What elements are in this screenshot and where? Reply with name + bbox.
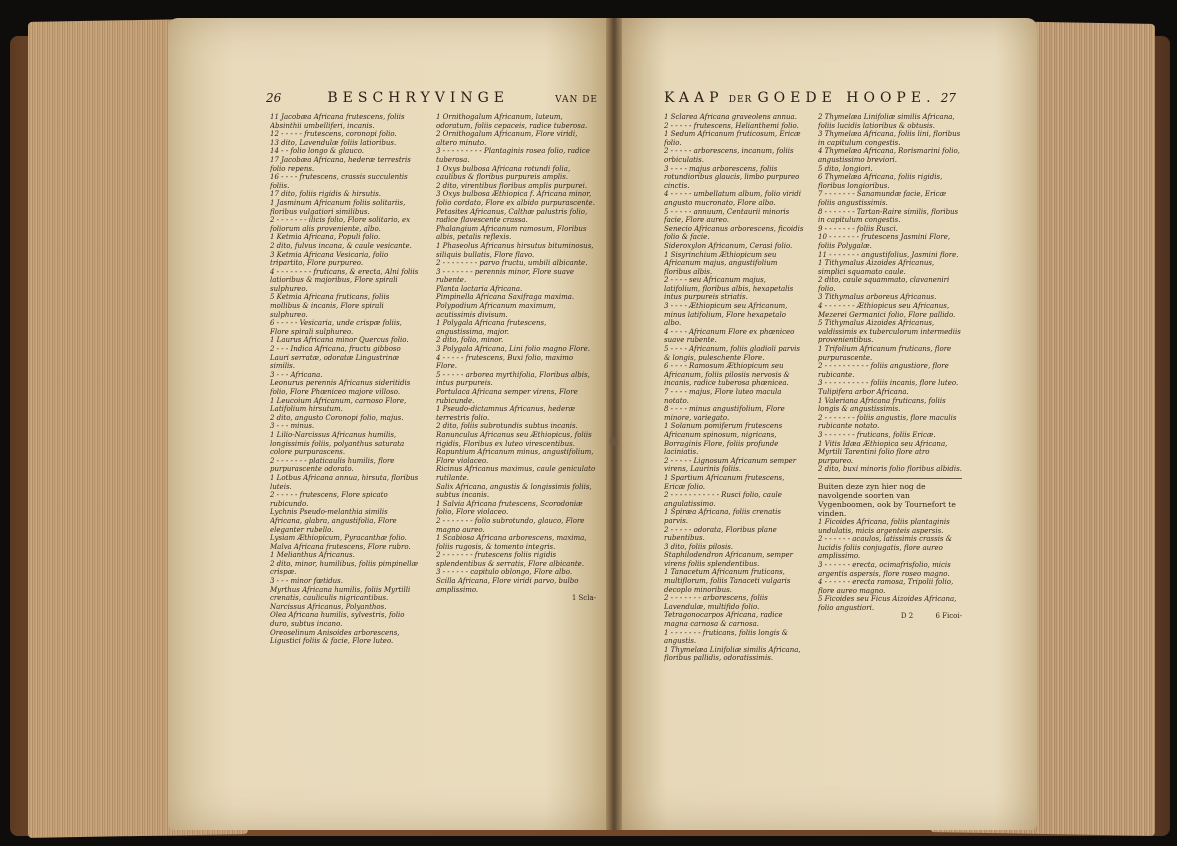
entry-line: 6 - - - - - Vesicaria, unde crispæ foliis, Flore spirali sulphureo.: [270, 319, 402, 336]
left-header-small: VAN DE: [555, 95, 598, 105]
right-page-column-2: [818, 113, 962, 621]
entry-line: 2 dito, virentibus floribus amplis purpurei.: [436, 181, 588, 190]
entry-line: Ranunculus Africanus seu Æthiopicus, foliis rigidis, Floribus ex luteo virescentibus.: [436, 430, 592, 448]
entry-line: Olea Africana humilis, sylvestris, folio duro, subtus incano.: [270, 611, 405, 629]
entry-line: 3 - - - minus.: [270, 422, 315, 431]
entry-line: 2 dito, buxi minoris folio floribus albidis.: [818, 465, 962, 474]
entry-line: 1 Ketmia Africana, Populi folio.: [270, 233, 381, 242]
entry-line: Myrthus Africana humilis, foliis Myrtilli crenatis, cauliculis nigricantibus.: [270, 585, 411, 603]
entry-line: 2 - - - - - - - - - - foliis angustiore, flore rubicante.: [818, 362, 949, 379]
entry-line: 3 - - - - - - - fruticans, foliis Ericæ.: [818, 430, 936, 439]
entry-line: 1 Tanacetum Africanum fruticans, multiflorum, foliis Tanaceti vulgaris decoplo minoribus.: [664, 568, 791, 594]
entry-line: 9 - - - - - - - foliis Rusci.: [818, 224, 898, 233]
entry-line: 2 dito, foliis subrotundis subtus incanis.: [436, 422, 578, 431]
entry-line: Senecio Africanus arborescens, ficoidis folio & facie.: [664, 224, 804, 242]
entry-line: 16 - - - - frutescens, crassis succulentis foliis.: [270, 173, 408, 190]
entry-line: 1 Sedum Africanum fruticosum, Ericæ folio.: [664, 130, 801, 147]
entry-line: 3 - - - - - - - - - Plantaginis rosea folio, radice tuberosa.: [436, 147, 590, 164]
entry-line: Sideroxylon Africanum, Cerasi folio.: [664, 241, 793, 250]
entry-line: 1 Ornithogalum Africanum, luteum, odoratum, foliis cepaceis, radice tuberosa.: [436, 113, 588, 130]
entry-line: 1 Phaseolus Africanus hirsutus bituminosus, siliquis bullatis, Flore flavo.: [436, 241, 594, 259]
entry-line: 5 dito, longiori.: [818, 164, 873, 173]
entry-line: 3 - - - - - - erecta, ocimafrisfolio, micis argentis aspersis, flore roseo magno.: [818, 560, 951, 578]
entry-line: 2 - - - - - - - - parvo fructu, umbili albicante.: [436, 259, 588, 268]
entry-line: 1 Leucoium Africanum, carnoso Flore, Latifolium hirsutum.: [270, 396, 407, 414]
entry-line: 3 Thymelæa Africana, foliis lini, floribus in capitulum congestis.: [818, 130, 961, 147]
entry-line: 3 dito, foliis pilosis.: [664, 542, 734, 551]
entry-line: 3 - - - - - - - - - - foliis incanis, flore luteo.: [818, 379, 959, 388]
entry-line: Phalangium Africanum ramosum, Floribus albis, petalis reflexis.: [436, 224, 587, 242]
entry-line: 1 Jasminum Africanum foliis solitariis, floribus vulgatiori similibus.: [270, 198, 406, 216]
entry-line: 2 dito, folio, minor.: [436, 336, 504, 345]
entry-line: Portulaca Africana semper virens, Flore rubicunde.: [436, 388, 578, 405]
entry-line: 4 - - - - Africanum Flore ex phœniceo suave rubente.: [664, 327, 795, 345]
binding-mark: [609, 437, 618, 446]
entry-line: 5 Tithymalus Aizoides Africanus, valdissimis ex tuberculorum intermediis provenientibus.: [818, 319, 961, 345]
entry-line: Petasites Africanus, Calthæ palustris folio, radice flavescente crassa.: [436, 207, 588, 225]
entry-line: Oreoselinum Anisoides arborescens, Ligustici foliis & facie, Flore luteo.: [270, 628, 400, 646]
entry-line: Leonurus perennis Africanus sideritidis folio, Flore Phœniceo majore villoso.: [270, 379, 411, 396]
entry-line: 2 - - - Indica Africana, fructu gibboso Lauri serratæ, odoratæ Lingustrinæ similis.: [270, 345, 401, 371]
column-4-ficoides-entries: [818, 518, 962, 613]
entry-line: 5 - - - - - arborea myrthifolia, Floribus albis, intus purpureis.: [436, 370, 590, 388]
entry-line: 3 - - - - - - capitulo oblongo, Flore albo.: [436, 568, 573, 577]
right-header-small: DER: [728, 95, 753, 105]
entry-line: 1 Tithymalus Aizoides Africanus, simplici squamato caule.: [818, 259, 935, 276]
entry-line: Tulipifera arbor Africana.: [818, 388, 909, 396]
entry-line: 1 Polygala Africana frutescens, angustissima, major.: [436, 319, 547, 336]
entry-line: 1 Melianthus Africanus.: [270, 551, 355, 560]
entry-line: 4 - - - - - - - - fruticans, & erecta, Alni foliis latioribus & majoribus, Flore spirali sulphureo.: [270, 267, 419, 293]
column-2-entries: [436, 113, 596, 594]
signature-mark: D 2: [900, 612, 914, 621]
entry-line: 2 dito, fulvus incana, & caule vesicante.: [270, 241, 412, 250]
entry-line: Tetragonocarpos Africana, radice magna carnosa & carnosa.: [664, 611, 783, 629]
entry-line: 2 - - - - - arborescens, incanum, foliis orbiculatis.: [664, 147, 794, 164]
left-page-column-1: [270, 113, 420, 646]
entry-line: 1 Lilio-Narcissus Africanus humilis, longissimis foliis, polyanthus saturata colore purpurascens.: [270, 430, 405, 457]
entry-line: 2 - - - - - odorata, Floribus plane rubentibus.: [664, 525, 777, 543]
entry-line: 2 dito, angusto Coronopi folio, majus.: [270, 413, 404, 422]
entry-line: 3 Oxys bulbosa Æthiopica f. Africana minor, folio cordato, Flore ex albido purpurascente.: [436, 190, 595, 207]
entry-line: 2 - - - - - - - arborescens, foliis Lavendulæ, multifido folio.: [664, 594, 768, 611]
entry-line: 2 Thymelæa Linifoliæ similis Africana, foliis lucidis latioribus & obtusis.: [818, 113, 955, 130]
entry-line: 2 dito, minor, humilibus, foliis pimpinellæ crispæ.: [270, 559, 419, 577]
book-gutter: [606, 18, 622, 830]
entry-line: 17 Jacobæa Africana, hederæ terrestris folio repens.: [270, 155, 411, 173]
entry-line: Planta lactaria Africana.: [436, 284, 523, 293]
right-page-number: 27: [940, 91, 956, 105]
entry-line: Rapuntium Africanum minus, angustifolium, Flore violaceo.: [436, 448, 594, 465]
entry-line: 3 - - - - majus arborescens, foliis rotundioribus glaucis, limbo purpureo cinctis.: [664, 164, 800, 190]
entry-line: 1 Thymelæa Linifoliæ similis Africana, floribus pallidis, odoratissimis.: [664, 645, 801, 663]
entry-line: Ricinus Africanus maximus, caule geniculato rutilante.: [436, 465, 596, 482]
entry-line: 3 - - - minor fœtidus.: [270, 577, 343, 586]
entry-line: 2 - - - - - - - platicaulis humilis, flore purpurascente odorato.: [270, 456, 395, 474]
entry-line: 3 - - - - - - - perennis minor, Flore suave rubente.: [436, 267, 575, 285]
entry-line: 3 Polygala Africana, Lini folio magno Flore.: [436, 345, 590, 354]
entry-line: 2 - - - - - frutescens, Flore spicato rubicundo.: [270, 491, 388, 508]
entry-line: 2 - - - - - - acaulos, latissimis crassis & lucidis foliis conjugatis, flore aureo amplissimo.: [818, 535, 952, 561]
entry-line: 1 Sclarea Africana graveolens annua.: [664, 113, 797, 121]
entry-line: Lychnis Pseudo-melanthia similis Africana, glabra, angustifolia, Flore eleganter rubello.: [270, 508, 397, 534]
entry-line: 1 Pseudo-dictamnus Africanus, hederæ terrestris folio.: [436, 405, 576, 422]
entry-line: 5 - - - - Africanum, foliis gladioli parvis & longis, puleschente Flore.: [664, 345, 801, 362]
entry-line: 14 - - folio longo & glauco.: [270, 147, 365, 156]
entry-line: 1 Trifolium Africanum fruticans, flore purpurascente.: [818, 345, 952, 362]
entry-line: 3 - - - - Æthiopicum seu Africanum, minus latifolium, Flore hexapetalo albo.: [664, 302, 788, 328]
entry-line: 5 Ketmia Africana fruticans, foliis mollibus & incanis, Flore spirali sulphureo.: [270, 293, 390, 319]
entry-line: Staphilodendron Africanum, semper virens foliis splendentibus.: [664, 551, 794, 568]
entry-line: 4 - - - - - umbellatum album, folio viridi angusto mucronato, Flore albo.: [664, 190, 801, 207]
entry-line: 1 Sisyrinchium Æthiopicum seu Africanum majus, angustifolium floribus albis.: [664, 250, 778, 276]
entry-line: 8 - - - - minus angustifolium, Flore minore, variegato.: [664, 405, 785, 422]
entry-line: Narcissus Africanus, Polyanthos.: [270, 602, 387, 611]
entry-line: 5 - - - - - annuum, Centaurii minoris facie, Flore aureo.: [664, 207, 790, 225]
left-page-column-2: [436, 113, 596, 603]
entry-line: Polypodium Africanum maximum, acutissimis divisum.: [436, 302, 556, 319]
entry-line: 3 Tithymalus arboreus Africanus.: [818, 293, 937, 302]
entry-line: 1 Scabiosa Africana arborescens, maxima, foliis rugosis, & tomento integris.: [436, 534, 587, 551]
entry-line: 8 - - - - - - - Tartan-Raire similis, floribus in capitulum congestis.: [818, 207, 959, 225]
right-page-catchword: 6 Ficoi-: [935, 612, 962, 621]
entry-line: 4 - - - - - - erecta ramosa, Tripolii folio, flore aureo magno.: [818, 578, 954, 595]
entry-line: 1 Spiræa Africana, foliis crenatis parvis.: [664, 508, 781, 525]
entry-line: 1 Salvia Africana frutescens, Scorodoniæ folio, Flore violaceo.: [436, 499, 583, 517]
entry-line: 1 Laurus Africana minor Quercus folio.: [270, 336, 409, 345]
entry-line: 2 - - - - - - - frutescens foliis rigidis splendentibus & serratis, Flore albicante.: [436, 551, 585, 568]
entry-line: 11 Jacobæa Africana frutescens, foliis Absinthii umbelliferi, incanis.: [270, 113, 405, 130]
entry-line: 2 dito, caule squammato, clavaneniri folio.: [818, 276, 950, 293]
entry-line: Lysiam Æthiopicum, Pyracanthæ folio.: [270, 534, 407, 543]
entry-line: 4 Thymelæa Africana, Rorismarini folio, angustissimo breviori.: [818, 147, 960, 164]
entry-line: 7 - - - - - - - Sanamundæ facie, Ericæ foliis angustissimis.: [818, 190, 947, 207]
entry-line: 1 Ficoides Africana, foliis plantaginis undulatis, micis argenteis aspersis.: [818, 517, 950, 535]
entry-line: Salix Africana, angustis & longissimis foliis, subtus incanis.: [436, 482, 592, 500]
entry-line: 4 - - - - - frutescens, Buxi folio, maximo Flore.: [436, 353, 574, 371]
entry-line: Pimpinella Africana Saxifraga maxima.: [436, 293, 575, 302]
entry-line: 6 - - - - Ramosum Æthiopicum seu Africanum, foliis pilosiis nervosis & incanis, radice tuberosa phœnicea.: [664, 362, 790, 388]
entry-line: 17 dito, foliis rigidis & hirsutis.: [270, 190, 382, 199]
entry-line: 7 - - - - majus, Flore luteo macula notato.: [664, 388, 782, 405]
entry-line: 12 - - - - - frutescens, coronopi folio.: [270, 130, 397, 139]
entry-line: 3 - - - Africana.: [270, 370, 323, 379]
entry-line: 1 Oxys bulbosa Africana rotundi folia, caulibus & floribus purpureis amplis.: [436, 164, 571, 182]
entry-line: 1 Spartium Africanum frutescens, Ericæ folio.: [664, 473, 785, 491]
entry-line: 5 Ficoides seu Ficus Aizoides Africana, folio angustiori.: [818, 595, 957, 612]
right-running-header: [664, 90, 956, 112]
right-header-title-1: KAAP: [664, 90, 724, 106]
entry-line: 3 Ketmia Africana Vesicaria, folio tripartito, Flore purpureo.: [270, 250, 389, 268]
left-page-number: 26: [266, 91, 282, 105]
entry-line: 2 - - - - - - - - - - - Rusci folio, caule angulatissimo.: [664, 491, 782, 508]
entry-line: 1 Solanum pomiferum frutescens Africanum spinosum, nigricans, Borraginis Flore, foliis profunde laciniatis.: [664, 422, 783, 457]
entry-line: 2 Ornithogalum Africanum, Flore viridi, altero minuto.: [436, 130, 578, 147]
entry-line: 2 - - - - - - - folio subrotundo, glauco, Flore magno aureo.: [436, 516, 585, 534]
entry-line: 1 - - - - - - - fruticans, foliis longis & angustis.: [664, 628, 789, 646]
entry-line: 13 dito, Lavendulæ foliis latioribus.: [270, 138, 397, 147]
entry-line: 1 Valeriana Africana fruticans, foliis longis & angustissimis.: [818, 396, 946, 414]
entry-line: 1 Lotbus Africana annua, hirsuta, floribus luteis.: [270, 473, 419, 491]
left-header-title: BESCHRYVINGE: [327, 90, 510, 106]
entry-line: 2 - - - - - frutescens, Helianthemi folio.: [664, 121, 799, 130]
entry-line: 11 - - - - - - - angustifolius, Jasmini flore.: [818, 250, 959, 259]
entry-line: 2 - - - - seu Africanum majus, latifolium, floribus albis, hexapetalis intus purpureis striatis.: [664, 276, 794, 302]
right-page-footer: [818, 612, 962, 621]
entry-line: Scilla Africana, Flore viridi parvo, bulbo amplissimo.: [436, 577, 579, 594]
entry-line: 6 Thymelæa Africana, foliis rigidis, floribus longioribus.: [818, 173, 943, 190]
vygenboomen-note: Buiten deze zyn hier nog de navolgende soorten van Vygenboomen, ook by Tournefort te vinden.: [818, 478, 962, 518]
entry-line: 2 - - - - - - - foliis angustis, flore maculis rubicante notato.: [818, 413, 957, 431]
entry-line: Malva Africana frutescens, Flore rubro.: [270, 542, 411, 551]
entry-line: 2 - - - - - Lignosum Africanum semper virens, Laurinis foliis.: [664, 456, 797, 474]
entry-line: 2 - - - - - - - ilicis folio, Flore solitario, ex foliorum alis proveniente, albo.: [270, 216, 411, 233]
left-page-catchword: 1 Scla-: [571, 594, 596, 603]
entry-line: 4 - - - - - - - Æthiopicus seu Africanus, Mezerei Germanici folio, Flore pallido.: [818, 302, 956, 319]
column-4-entries: [818, 113, 962, 474]
entry-line: 10 - - - - - - - frutescens Jasmini Flore, foliis Polygalæ.: [818, 233, 951, 250]
left-running-header: [266, 90, 598, 112]
entry-line: 1 Vitis Idæa Æthiopica seu Africana, Myrtili Tarentini folio flore atro purpureo.: [818, 439, 948, 465]
right-page-column-1: [664, 113, 804, 663]
right-header-title-2: GOEDE HOOPE.: [757, 90, 936, 106]
